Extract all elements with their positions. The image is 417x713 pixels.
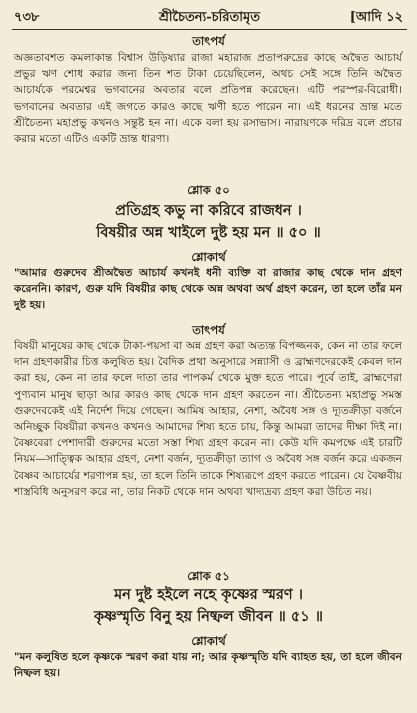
purport-text: অজ্ঞতাবশত কমলাকান্ত বিশ্বাস উড়িষ্যার রাজা মহারাজ প্রতাপরুদ্রের কাছে অদ্বৈত আচার্য প্রভুর ঋণ শোধ করার জন্য তিন শত টাকা চেয়েছিলেন, অথচ সেই সঙ্গে তিনি অদ্বৈত আচার্যকে পরমেশ্বর ভগবানের অবতার বলে প্রতিপন্ন করেছেন। এটি পরস্পর-বিরোধী। ভগবানের অবতার এই জগতে কারও কাছে ঋণী হতে পারেন না। এই ধরনের ভ্রান্ত মতে শ্রীচৈতন্য মহাপ্রভু কখনও সন্তুষ্ট হন না। একে বলা হয় রসাভাস। নারায়ণকে দরিদ্র বলে প্রচার করার মতো এটিও একটি ভ্রান্ত ধারণা।	[14, 52, 402, 146]
translation-heading: শ্লোকার্থ	[191, 634, 226, 648]
sloka-heading: শ্লোক ৫১	[187, 569, 230, 583]
purport-heading: তাৎপর্য	[192, 323, 225, 337]
verse-line: প্রতিগ্রহ কভু না করিবে রাজধন ।	[115, 202, 302, 219]
translation-text: "আমার গুরুদেব শ্রীঅদ্বৈত আচার্য কখনই ধনী ব্যক্তি বা রাজার কাছ থেকে দান গ্রহণ করেননি। কারণ, গুরু যদি বিষয়ীর কাছ থেকে অন্ন অথবা অর্থ গ্রহণ করেন, তা হলে তাঁর মন দুষ্ট হয়।	[14, 267, 402, 312]
purport-text: বিষয়ী মানুষের কাছ থেকে টাকা-পয়সা বা অন্ন গ্রহণ করা অত্যন্ত বিপজ্জনক, কেন না তার ফলে দান গ্রহণকারীর চিত্ত কলুষিত হয়। বৈদিক প্রথা অনুসারে সন্ন্যাসী ও ব্রাহ্মণদেরকেই কেবল দান করা হয়, কেন না তার ফলে দাতা তার পাপকর্ম থেকে মুক্ত হতে পারে। পূর্বে তাই, ব্রাহ্মণেরা পুণ্যবান মানুষ ছাড়া আর কারও কাছ থেকে দান গ্রহণ করতেন না। শ্রীচৈতন্য মহাপ্রভু সমস্ত গুরুদেবকেই এই নির্দেশ দিয়ে গেছেন। আমিষ আহার, নেশা, অবৈধ সঙ্গ ও দ্যূতক্রীড়া বর্জনে অনিচ্ছুক বিষয়ীরা কখনও কখনও আমাদের শিষ্য হতে চায়, কিন্তু আমরা তাদের দীক্ষা দিই না। বৈষ্ণবেরা পেশাদারী গুরুদের মতো সস্তা শিষ্য গ্রহণ করেন না। কেউ যদি কমপক্ষে এই চারটি নিয়ম—সাত্ত্বিক আহার গ্রহণ, নেশা বর্জন, দ্যূতক্রীড়া ত্যাগ ও অবৈধ সঙ্গ বর্জন করে একজন বৈষ্ণব আচার্যের শরণাপন্ন হয়, তা হলে তিনি তাকে শিষ্যরূপে গ্রহণ করতে পারেন। যে বৈষ্ণবীয় শাস্ত্রবিধি অনুসরণ করে না, তার নিকট থেকে দান অথবা খাদ্যদ্রব্য গ্রহণ করা উচিত নয়।	[14, 340, 402, 498]
running-header	[12, 6, 407, 26]
verse-line: কৃষ্ণস্মৃতি বিনু হয় নিষ্ফল জীবন ॥ ৫১ ॥	[94, 608, 323, 625]
verse-line: বিষয়ীর অন্ন খাইলে দুষ্ট হয় মন ॥ ৫০ ॥	[96, 224, 321, 241]
page-number: ৭৩৮	[14, 10, 40, 25]
translation-heading: শ্লোকার্থ	[191, 250, 226, 264]
chapter-label: [আদি ১২	[349, 10, 403, 25]
translation-text: "মন কলুষিত হলে কৃষ্ণকে স্মরণ করা যায় না; আর কৃষ্ণস্মৃতি যদি ব্যাহত হয়, তা হলে জীবন নিষ্ফল হয়।	[14, 651, 402, 680]
verse-line: মন দুষ্ট হইলে নহে কৃষ্ণের স্মরণ ।	[114, 586, 303, 603]
book-title: শ্রীচৈতন্য-চরিতামৃত	[158, 10, 261, 25]
purport-heading: তাৎপর্য	[192, 34, 225, 48]
sloka-heading: শ্লোক ৫০	[187, 183, 230, 197]
header-rule	[12, 29, 407, 30]
